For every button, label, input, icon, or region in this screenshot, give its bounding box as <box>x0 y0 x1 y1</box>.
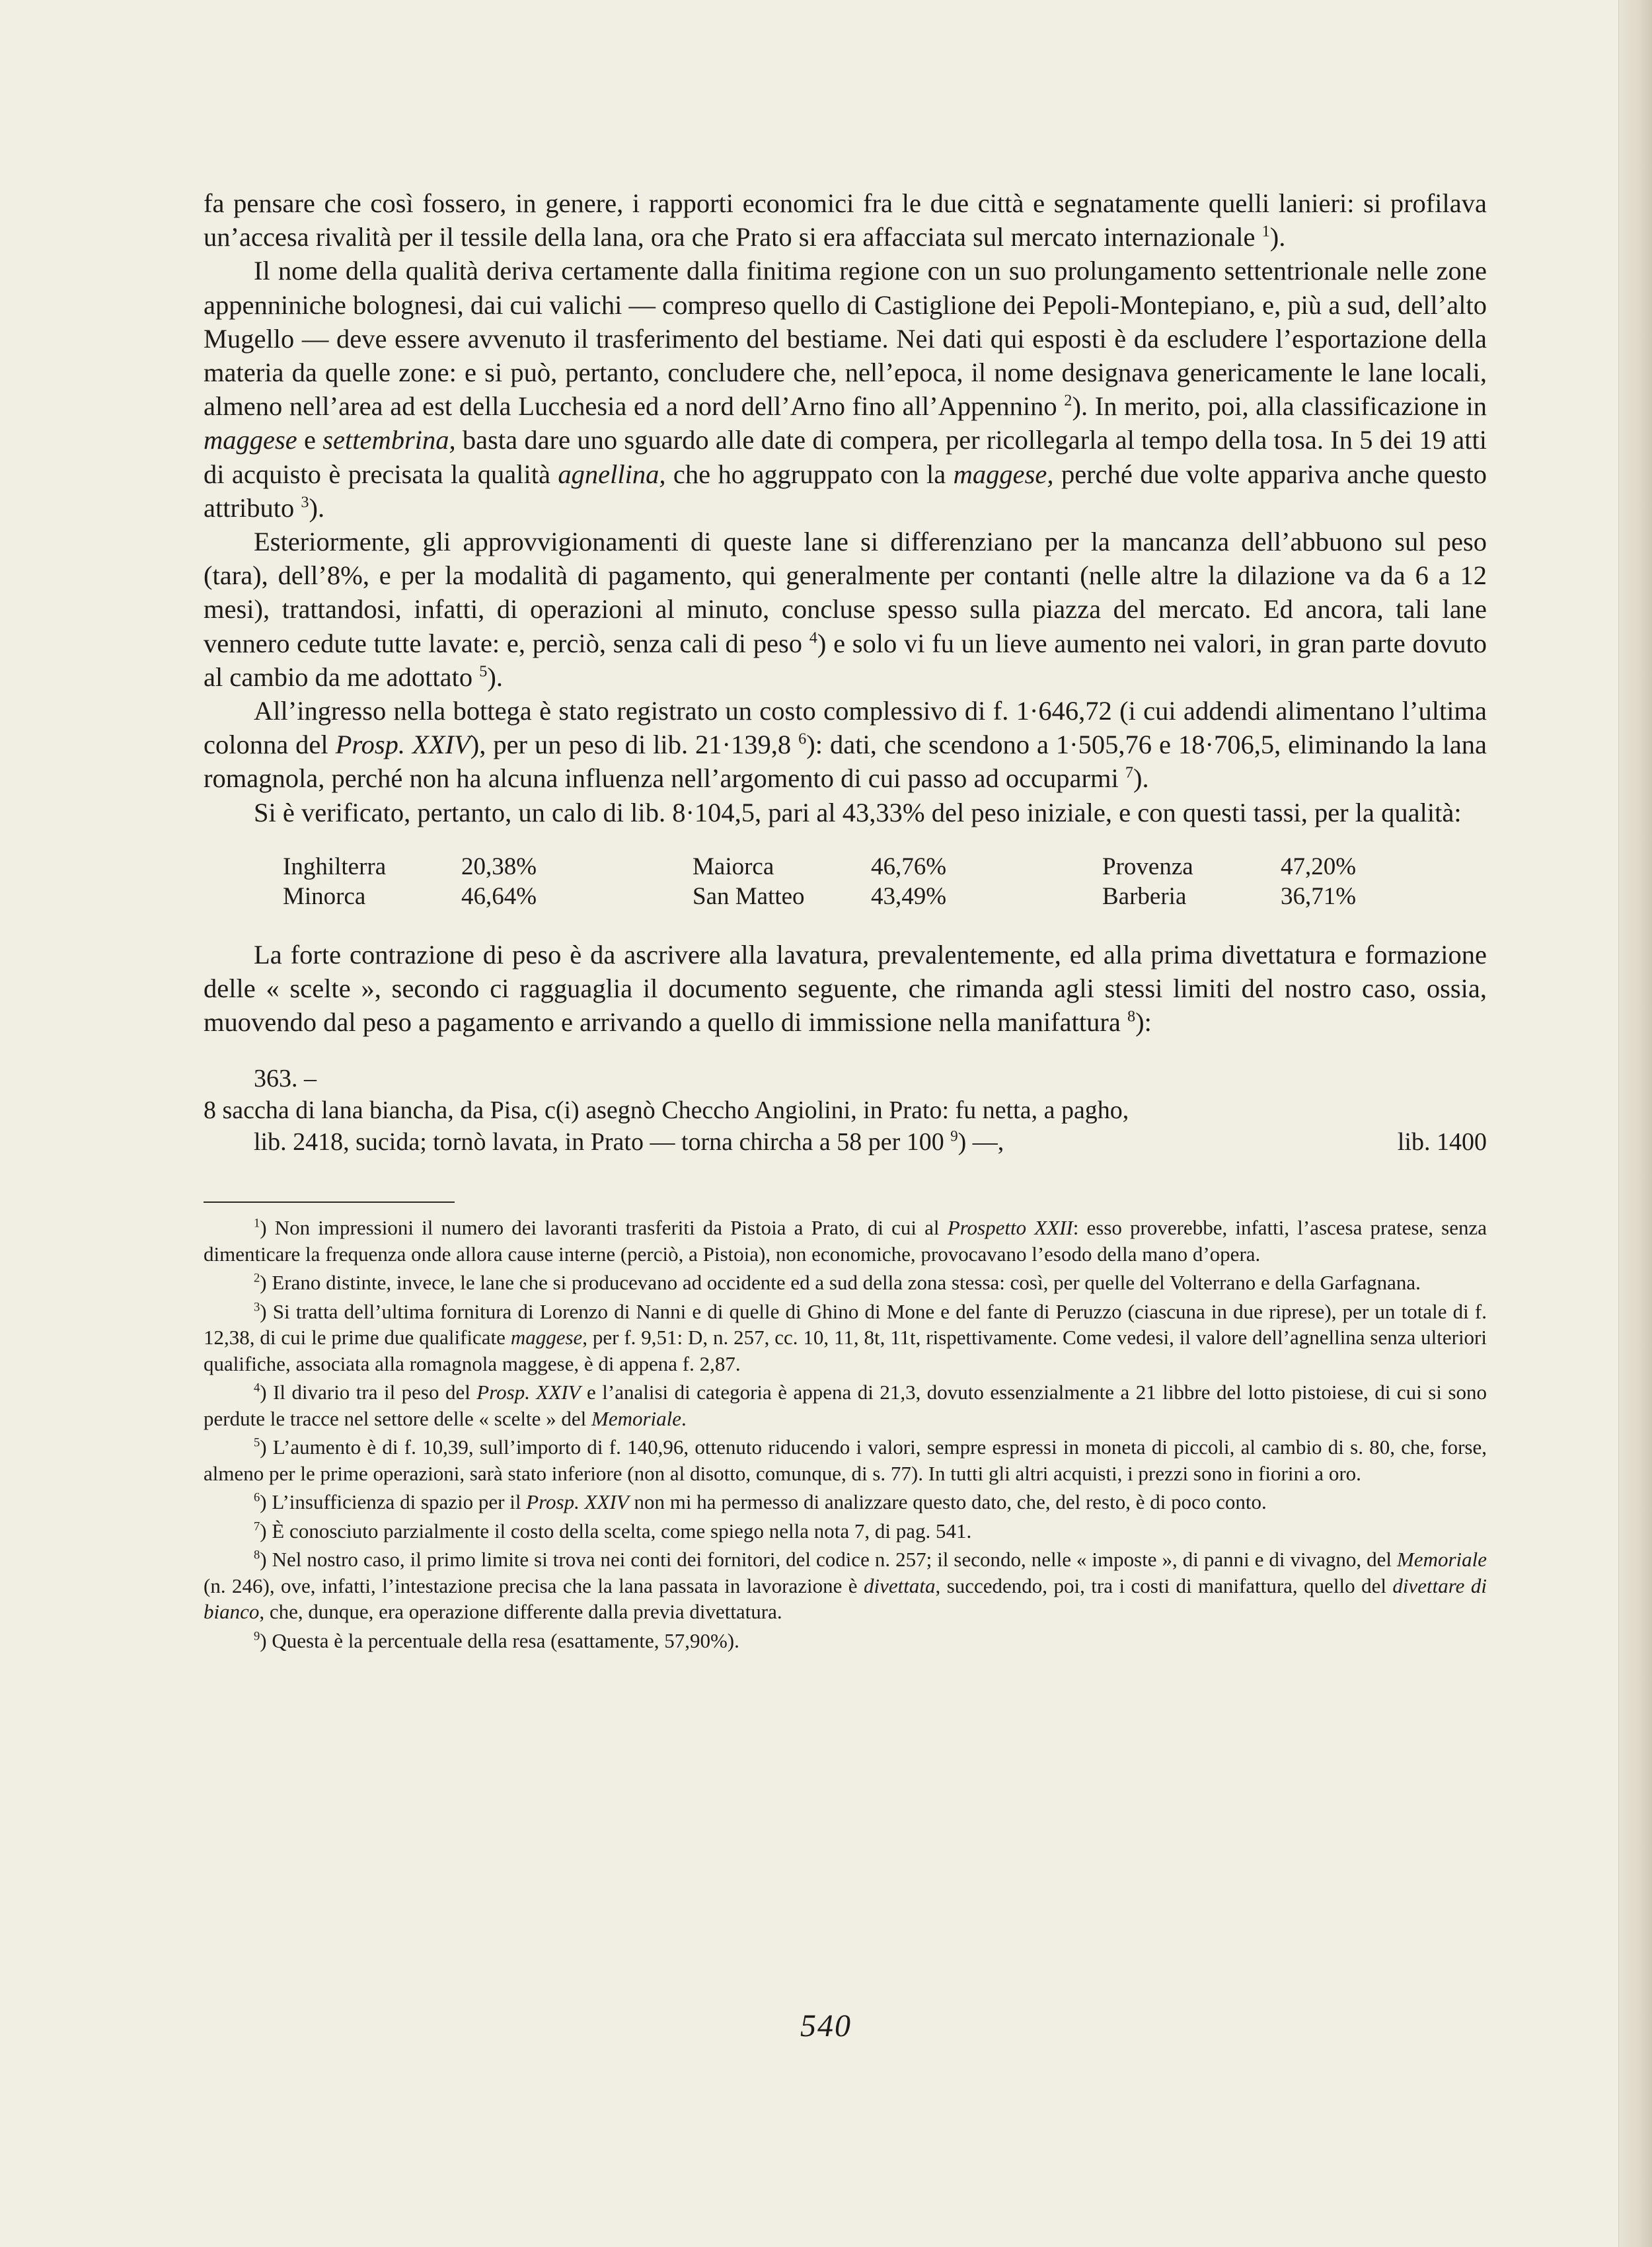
footnote: $^7$) È conosciuto parzialmente il costo della scelta, come spiego nella nota 7, di pag. 541. <box>254 1519 972 1542</box>
document-line-1: 8 saccha di lana biancha, da Pisa, c(i) asegnò Checcho Angiolini, in Prato: fu netta, a pagho, <box>204 1096 1129 1125</box>
quality-name: Barberia <box>1102 882 1187 910</box>
footnote: $^1$) Non impressioni il numero dei lavoranti trasferiti da Pistoia a Prato, di cui al Prospetto XXII: esso proverebbe, infatti, l’ascesa pratese, senza dimenticare la frequenza onde allora cause interne (perciò, a Pistoia), non economiche, provocavano l’esodo della mano d’opera. <box>204 1216 1487 1266</box>
footnote: $^2$) Erano distinte, invece, le lane che si producevano ad occidente ed a sud della zona stessa: così, per quelle del Volterrano e della Garfagnana. <box>254 1271 1421 1295</box>
footnote: $^8$) Nel nostro caso, il primo limite si trova nei conti dei fornitori, del codice n. 257; il secondo, nelle « imposte », di panni e di vivagno, del Memoriale (n. 246), ove, infatti, l’intestazione precisa che la lana passata in lavorazione è divettata, succedendo, poi, tra i costi di manifattura, quello del divettare di bianco, che, dunque, era operazione differente dalla previa divettatura. <box>204 1548 1487 1624</box>
quality-rate: 46,64% <box>461 882 537 910</box>
page-content <box>204 186 1487 1656</box>
quality-rate: 46,76% <box>871 853 947 880</box>
footnote: $^6$) L’insufficienza di spazio per il Prosp. XXIV non mi ha permesso di analizzare questo dato, che, del resto, è di poco conto. <box>254 1490 1267 1514</box>
paragraph-6: La forte contrazione di peso è da ascrivere alla lavatura, prevalentemente, ed alla prima divettatura e formazione delle « scelte », secondo ci ragguaglia il documento seguente, che rimanda agli stessi limiti del nostro caso, ossia, muovendo dal peso a pagamento e arrivando a quello di immissione nella manifattura $^8$): <box>204 939 1487 1038</box>
paragraph-4: All’ingresso nella bottega è stato registrato un costo complessivo di f. 1·646,72 (i cui addendi alimentano l’ultima colonna del Prosp. XXIV), per un peso di lib. 21·139,8 $^6$): dati, che scendono a 1·505,76 e 18·706,5, eliminando la lana romagnola, perché non ha alcuna influenza nell’argomento di cui passo ad occuparmi $^7$). <box>204 696 1487 794</box>
document-quote <box>204 1063 1487 1158</box>
document-number: 363. – <box>254 1065 317 1093</box>
footnote: $^3$) Si tratta dell’ultima fornitura di Lorenzo di Nanni e di quelle di Ghino di Mone e del fante di Peruzzo (ciascuna in due riprese), per un totale di f. 12,38, di cui le prime due qualificate maggese, per f. 9,51: D, n. 257, cc. 10, 11, 8t, 11t, rispettivamente. Come vedesi, il valore dell’agnellina senza ulteriori qualifiche, associata alla romagnola maggese, è di appena f. 2,87. <box>204 1299 1487 1375</box>
page-edge <box>1618 0 1652 2247</box>
document-amount: lib. 1400 <box>1397 1128 1487 1157</box>
table-row <box>283 882 1356 911</box>
quality-rate: 43,49% <box>871 882 947 910</box>
paragraph-3: Esteriormente, gli approvvigionamenti di queste lane si differenziano per la mancanza dell’abbuono sul peso (tara), dell’8%, e per la modalità di pagamento, qui generalmente per contanti (nelle altre la dilazione va da 6 a 12 mesi), trattandosi, infatti, di operazioni al minuto, concluse spesso sulla piazza del mercato. Ed ancora, tali lane vennero cedute tutte lavate: e, perciò, senza cali di peso $^4$) e solo vi fu un lieve aumento nei valori, in gran parte dovuto al cambio da me adottato $^5$). <box>204 527 1487 692</box>
quality-name: Minorca <box>283 882 366 910</box>
footnote-divider <box>204 1201 455 1203</box>
quality-name: Provenza <box>1102 853 1193 880</box>
footnote: $^5$) L’aumento è di f. 10,39, sull’importo di f. 140,96, ottenuto riducendo i valori, sempre espressi in moneta di piccoli, al cambio di s. 80, che, forse, almeno per le prime operazioni, sarà stato inferiore (non al disotto, comunque, di s. 77). In tutti gli altri acquisti, i prezzi sono in fiorini a oro. <box>204 1435 1487 1485</box>
footnote: $^4$) Il divario tra il peso del Prosp. XXIV e l’analisi di categoria è appena di 21,3, dovuto essenzialmente a 21 libbre del lotto pistoiese, di cui si sono perdute le tracce nel settore delle « scelte » del Memoriale. <box>204 1381 1487 1430</box>
quality-name: Maiorca <box>693 853 774 880</box>
quality-rate: 47,20% <box>1281 853 1357 880</box>
quality-rate: 36,71% <box>1281 882 1357 910</box>
footnote: $^9$) Questa è la percentuale della resa (esattamente, 57,90%). <box>254 1628 739 1652</box>
paragraph-1: fa pensare che così fossero, in genere, i rapporti economici fra le due città e segnatamente quelli lanieri: si profilava un’accesa rivalità per il tessile della lana, ora che Prato si era affacciata sul mercato internazionale $^1$). <box>204 188 1487 252</box>
paragraph-5: Si è verificato, pertanto, un calo di lib. 8·104,5, pari al 43,33% del peso iniziale, e con questi tassi, per la qualità: <box>254 797 1462 827</box>
quality-rates-table <box>283 852 1356 911</box>
quality-rate: 20,38% <box>461 853 537 880</box>
table-row <box>283 852 1356 882</box>
paragraph-2: Il nome della qualità deriva certamente dalla finitima regione con un suo prolungamento settentrionale nelle zone appenniniche bolognesi, dai cui valichi — compreso quello di Castiglione dei Pepoli-Montepiano, e, più a sud, dell’alto Mugello — deve essere avvenuto il trasferimento del bestiame. Nei dati qui esposti è da escludere l’esportazione della materia da quelle zone: e si può, pertanto, concludere che, nell’epoca, il nome designava genericamente le lane locali, almeno nell’area ad est della Lucchesia ed a nord dell’Arno fino all’Appennino $^2$). In merito, poi, alla classificazione in maggese e settembrina, basta dare uno sguardo alle date di compera, per ricollegarla al tempo della tosa. In 5 dei 19 atti di acquisto è precisata la qualità agnellina, che ho aggruppato con la maggese, perché due volte appariva anche questo attributo $^3$). <box>204 256 1487 523</box>
document-line-2: lib. 2418, sucida; tornò lavata, in Prato — torna chircha a 58 per 100 $^9$) —, lib. 1400 <box>204 1126 1487 1158</box>
quality-name: Inghilterra <box>283 853 387 880</box>
footnotes <box>204 1215 1487 1654</box>
quality-name: San Matteo <box>693 882 805 910</box>
page-number: 540 <box>800 2008 852 2043</box>
